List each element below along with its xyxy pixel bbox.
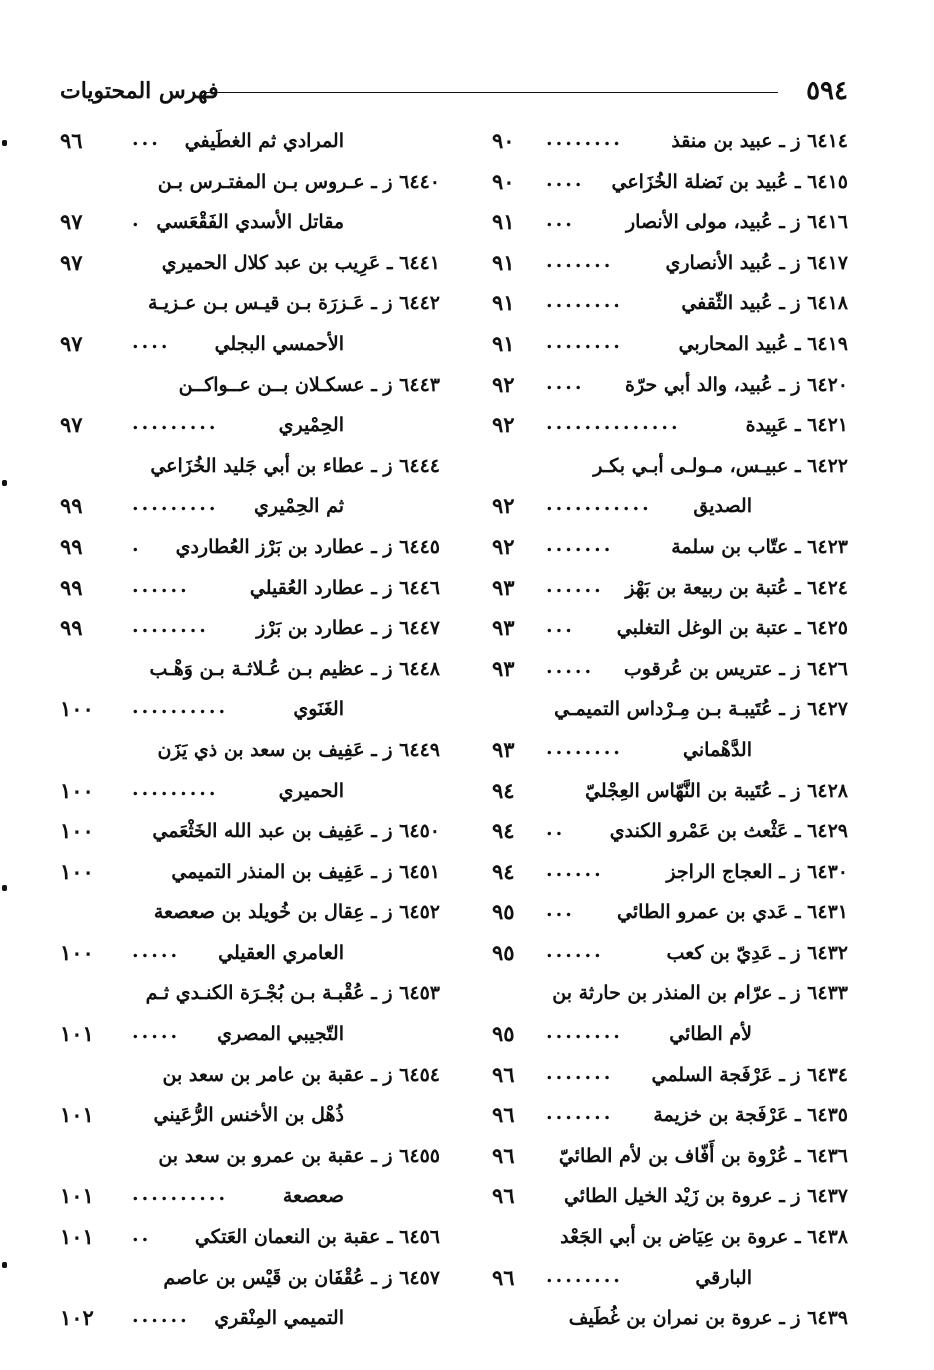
entry-title: ٦٤٢٣ ـ عتّاب بن سلمة [671,535,848,558]
entry-page-number: ١٠٠ [60,858,94,884]
dot-leader: .......... [132,1183,229,1206]
index-entry [60,1137,440,1178]
index-entry [492,650,848,691]
index-entry [492,163,848,204]
entry-page-number: ٩١ [492,209,515,235]
entry-title: ٦٤٤٣ ز ـ عسكـلان بــن عــواكــن [178,373,440,396]
index-entry [60,1015,440,1056]
index-entry [60,163,440,204]
entry-title: ٦٤٥٧ ز ـ عُقْفَان بن قَيْس بن عاصم [163,1266,440,1289]
index-entry [492,853,848,894]
index-entry [60,893,440,934]
entry-page-number: ٩٢ [492,493,515,519]
index-entry [492,812,848,853]
entry-title: ٦٤٤٩ ز ـ عَفِيف بن سعد بن ذي يَزَن [157,738,440,761]
entry-title: ٦٤٣٧ ز ـ عروة بن زَيْد الخيل الطائي [563,1185,848,1208]
entry-title: ثم الحِمْيري [254,495,344,518]
index-entry [60,366,440,407]
entry-page-number: ٩١ [492,249,515,275]
index-entry [492,1015,848,1056]
entry-page-number: ١٠١ [60,1021,94,1047]
entry-title: ٦٤٥٣ ز ـ عُقْبـة بـن بُجْـرَة الكنـدي ثـم [145,982,440,1005]
entry-title: ٦٤٣٥ ـ عَرْفَجة بن خزيمة [653,1104,848,1127]
index-entry [60,934,440,975]
entry-page-number: ٩٧ [60,330,83,356]
entry-title: ٦٤٢٨ ز ـ عُتَيبة بن النَّهّاس العِجْليّ [585,779,848,802]
entry-page-number: ٩٢ [492,371,515,397]
entry-page-number: ١٠٠ [60,818,94,844]
dot-leader: ........ [546,736,623,759]
dot-leader: ....... [546,249,614,272]
dot-leader: ....... [546,1102,614,1125]
dot-leader: ..... [132,1021,181,1044]
entry-page-number: ٩٧ [60,412,83,438]
index-entry [492,528,848,569]
dot-leader: ......... [132,777,219,800]
entry-title: ٦٤٥٤ ز ـ عقبة بن عامر بن سعد بن [162,1063,440,1086]
index-entry [60,1259,440,1300]
entry-title: ٦٤١٦ ز ـ عُبيد، مولى الأنصار [625,211,848,234]
entry-page-number: ٩٥ [492,1021,515,1047]
entry-title: ٦٤١٧ ز ـ عُبيد الأنصاري [665,251,848,274]
entry-page-number: ١٠١ [60,1183,94,1209]
entry-page-number: ٩٦ [492,1061,515,1087]
dot-leader: ...... [546,574,604,597]
entry-title: ٦٤٤٤ ز ـ عطاء بن أبي جَليد الخُزَاعي [150,454,440,477]
entry-title: الأحمسي البجلي [214,332,344,355]
dot-leader: ....... [546,1061,614,1084]
index-entry [60,122,440,163]
index-entry [492,690,848,731]
index-entry [492,366,848,407]
entry-page-number: ٩٦ [492,1264,515,1290]
entry-title: ٦٤١٨ ز ـ عُبيد الثّقفي [681,292,848,315]
index-entry [60,812,440,853]
entry-title: ٦٤٣٠ ز ـ العجاج الراجز [666,860,848,883]
entry-page-number: ٩٩ [60,615,83,641]
entry-title: ٦٤٣٨ ـ عروة بن عِيَاض بن أبي الجَعْد [560,1226,848,1249]
index-entry [492,406,848,447]
index-entry [60,772,440,813]
index-entry [492,1218,848,1259]
index-entry [60,690,440,731]
index-entry [492,1259,848,1300]
entry-title: المرادي ثم الغطَيفي [184,130,344,152]
entry-page-number: ٩٣ [492,736,515,762]
entry-title: ٦٤٣٢ ز ـ عَدِيّ بن كعب [666,941,848,964]
entry-title: لأم الطائي [669,1023,752,1046]
entry-title: ٦٤١٤ ز ـ عبيد بن منقذ [671,130,848,152]
dot-leader: ... [546,899,575,922]
entry-title: ٦٤٣١ ـ عَدي بن عمرو الطائي [617,901,848,924]
entry-page-number: ٩٧ [60,249,83,275]
entry-title: ٦٤٥٥ ز ـ عقبة بن عمرو بن سعد بن [158,1144,440,1167]
dot-leader: .. [132,1224,152,1247]
entry-title: الصديق [693,495,752,518]
scan-edge-mark [2,140,7,146]
dot-leader: ... [132,128,161,150]
entry-title: ٦٤٣٦ ـ عُرْوة بن أَفّاف بن لأم الطائيّ [558,1144,848,1167]
entry-title: ٦٤٤٧ ز ـ عطارد بن بَرْز [256,617,440,640]
dot-leader: .... [546,168,585,191]
dot-leader: ........... [546,493,652,516]
entry-title: ٦٤٤١ ـ عَرِيب بن عبد كلال الحميري [161,251,440,274]
index-entry [60,1096,440,1137]
entry-page-number: ٩١ [492,290,515,316]
index-entry [60,1177,440,1218]
entry-page-number: ٩٠ [492,168,515,194]
dot-leader: .... [132,330,171,353]
index-entry [492,1056,848,1097]
dot-leader: ..... [132,939,181,962]
index-entry [60,650,440,691]
entry-title: مقاتل الأسدي الفَقْعَسي [156,211,344,234]
entry-title: الغَنَوي [293,698,344,721]
index-entry [492,569,848,610]
entry-title: ٦٤٢٤ ـ عُتبة بن ربيعة بن بَهْز [625,576,848,599]
entry-title: ٦٤١٥ ـ عُبيد بن نَضلة الخُزَاعي [611,170,848,193]
entry-title: ٦٤٤٥ ز ـ عطارد بن بَرْز العُطاردي [175,535,440,558]
entry-title: ٦٤٢٦ ز ـ عتريس بن عُرقوب [623,657,848,680]
dot-leader: .......... [132,696,229,719]
index-entry [492,731,848,772]
entry-title: ٦٤٥١ ز ـ عَفِيف بن المنذر التميمي [171,860,440,883]
index-entry [492,487,848,528]
entry-title: ٦٤٤٢ ز ـ عَـزرَة بـن قيـس بـن عـزيـة [147,292,440,315]
entry-title: ٦٤١٩ ـ عُبيد المحاربي [678,332,848,355]
index-entry [492,772,848,813]
dot-leader: .. [546,818,566,841]
index-entry [492,203,848,244]
scan-edge-mark [2,480,7,486]
entry-page-number: ٩٣ [492,615,515,641]
entry-title: ٦٤٢٠ ز ـ عُبيد، والد أبي حرّة [625,373,848,396]
entry-title: ٦٤٣٩ ز ـ عروة بن نمران بن غُطَيف [568,1307,848,1330]
index-entry [60,974,440,1015]
entry-title: ٦٤٢١ ـ عَبِيدة [745,414,848,437]
index-entry [492,325,848,366]
index-entry [492,1137,848,1178]
index-entry [492,1299,848,1340]
index-entry [60,447,440,488]
entry-page-number: ٩٥ [492,899,515,925]
dot-leader: ... [546,615,575,638]
entry-page-number: ١٠٢ [60,1305,94,1331]
entry-page-number: ٩٠ [492,128,515,153]
dot-leader: ........ [546,1021,623,1044]
index-entry [60,284,440,325]
dot-leader: ...... [132,1305,190,1328]
index-entry [492,244,848,285]
entry-page-number: ٩٣ [492,574,515,600]
entry-page-number: ٩٧ [60,209,83,235]
entry-page-number: ١٠٠ [60,939,94,965]
entry-title: ٦٤٢٥ ـ عتبة بن الوغل التغلبي [616,617,848,640]
dot-leader: . [132,209,142,232]
index-entry [492,1177,848,1218]
index-column-left [60,122,440,1340]
dot-leader: .............. [546,412,681,435]
page-title: فهرس المحتويات [60,78,219,104]
scan-edge-mark [2,1262,7,1268]
entry-page-number: ٩٦ [60,128,83,153]
index-entry [492,934,848,975]
entry-title: البارقي [695,1266,752,1289]
dot-leader: ...... [132,574,190,597]
index-entry [492,893,848,934]
entry-page-number: ٩٦ [492,1142,515,1168]
index-column-right [492,122,848,1340]
entry-title: صعصعة [282,1185,344,1208]
index-entry [60,1218,440,1259]
index-entry [492,447,848,488]
entry-page-number: ٩٥ [492,939,515,965]
dot-leader: ........ [546,330,623,353]
index-entry [60,487,440,528]
entry-title: ٦٤٤٦ ز ـ عطارد العُقيلي [249,576,440,599]
entry-title: التميمي المِنْقري [214,1307,344,1330]
index-entry [60,569,440,610]
entry-page-number: ٩٤ [492,818,515,844]
dot-leader: ........ [546,128,623,150]
index-entry [492,609,848,650]
index-entry [60,1299,440,1340]
entry-page-number: ٩٢ [492,412,515,438]
entry-title: ٦٤٥٢ ز ـ عِقال بن خُويلد بن صعصعة [153,901,440,924]
index-entry [60,609,440,650]
index-entry [60,325,440,366]
entry-page-number: ٩١ [492,330,515,356]
index-entry [60,244,440,285]
entry-page-number: ٩٤ [492,858,515,884]
entry-page-number: ٩٩ [60,574,83,600]
entry-title: ٦٤٣٣ ز ـ عرّام بن المنذر بن حارثة بن [552,982,848,1005]
dot-leader: ... [546,209,575,232]
entry-title: ذُهْل بن الأخنس الرُّعَيني [153,1104,344,1127]
entry-page-number: ١٠٠ [60,696,94,722]
entry-title: التّجيبي المصري [217,1023,344,1046]
entry-page-number: ٩٢ [492,533,515,559]
dot-leader: ...... [546,858,604,881]
index-entry [492,1096,848,1137]
scan-edge-mark [2,885,7,891]
dot-leader: ......... [132,412,219,435]
index-entry [492,974,848,1015]
dot-leader: ..... [546,655,595,678]
dot-leader: ........ [132,615,209,638]
entry-title: الحميري [278,779,344,802]
dot-leader: ........ [546,290,623,313]
entry-page-number: ٩٦ [492,1102,515,1128]
page-number: ٥٩٤ [806,76,848,106]
entry-title: ٦٤٥٦ ـ عقبة بن النعمان العَتكي [194,1226,440,1249]
entry-page-number: ٩٤ [492,777,515,803]
entry-title: ٦٤٥٠ ز ـ عَفِيف بن عبد الله الخَثْعَمي [152,820,440,843]
header-rule [202,92,778,93]
entry-title: ٦٤٢٧ ز ـ عُتَيبـة بـن مِـرْداس التميمـي [554,698,848,721]
entry-title: ٦٤٤٨ ز ـ عظيم بـن عُـلاثـة بـن وَهْـب [149,657,440,680]
index-entry [60,853,440,894]
index-entry [60,1056,440,1097]
index-entry [60,406,440,447]
entry-page-number: ٩٣ [492,655,515,681]
entry-title: ٦٤٣٤ ز ـ عَرْفَجة السلمي [651,1063,848,1086]
entry-title: ٦٤٤٠ ز ـ عـروس بـن المفتـرس بـن [157,170,440,193]
entry-page-number: ١٠١ [60,1224,94,1250]
index-entry [492,284,848,325]
entry-page-number: ١٠١ [60,1102,94,1128]
entry-page-number: ١٠٠ [60,777,94,803]
entry-page-number: ٩٩ [60,533,83,559]
index-entry [60,731,440,772]
entry-title: الدَّهْماني [683,738,752,761]
index-entry [492,122,848,163]
dot-leader: ........ [546,1264,623,1287]
entry-page-number: ٩٦ [492,1183,515,1209]
entry-title: ٦٤٢٩ ـ عَثْعث بن عَمْرو الكندي [609,820,848,843]
entry-page-number: ٩٩ [60,493,83,519]
entry-title: العامري العقيلي [218,941,344,964]
index-entry [60,528,440,569]
entry-title: الحِمْيري [278,414,344,437]
dot-leader: ...... [546,939,604,962]
dot-leader: ......... [132,493,219,516]
index-entry [60,203,440,244]
page-header [60,76,848,106]
entry-title: ٦٤٢٢ ـ عبيـس، مـولـى أبـي بكـر [593,454,848,477]
dot-leader: . [132,533,142,556]
dot-leader: .... [546,371,585,394]
dot-leader: ....... [546,533,614,556]
